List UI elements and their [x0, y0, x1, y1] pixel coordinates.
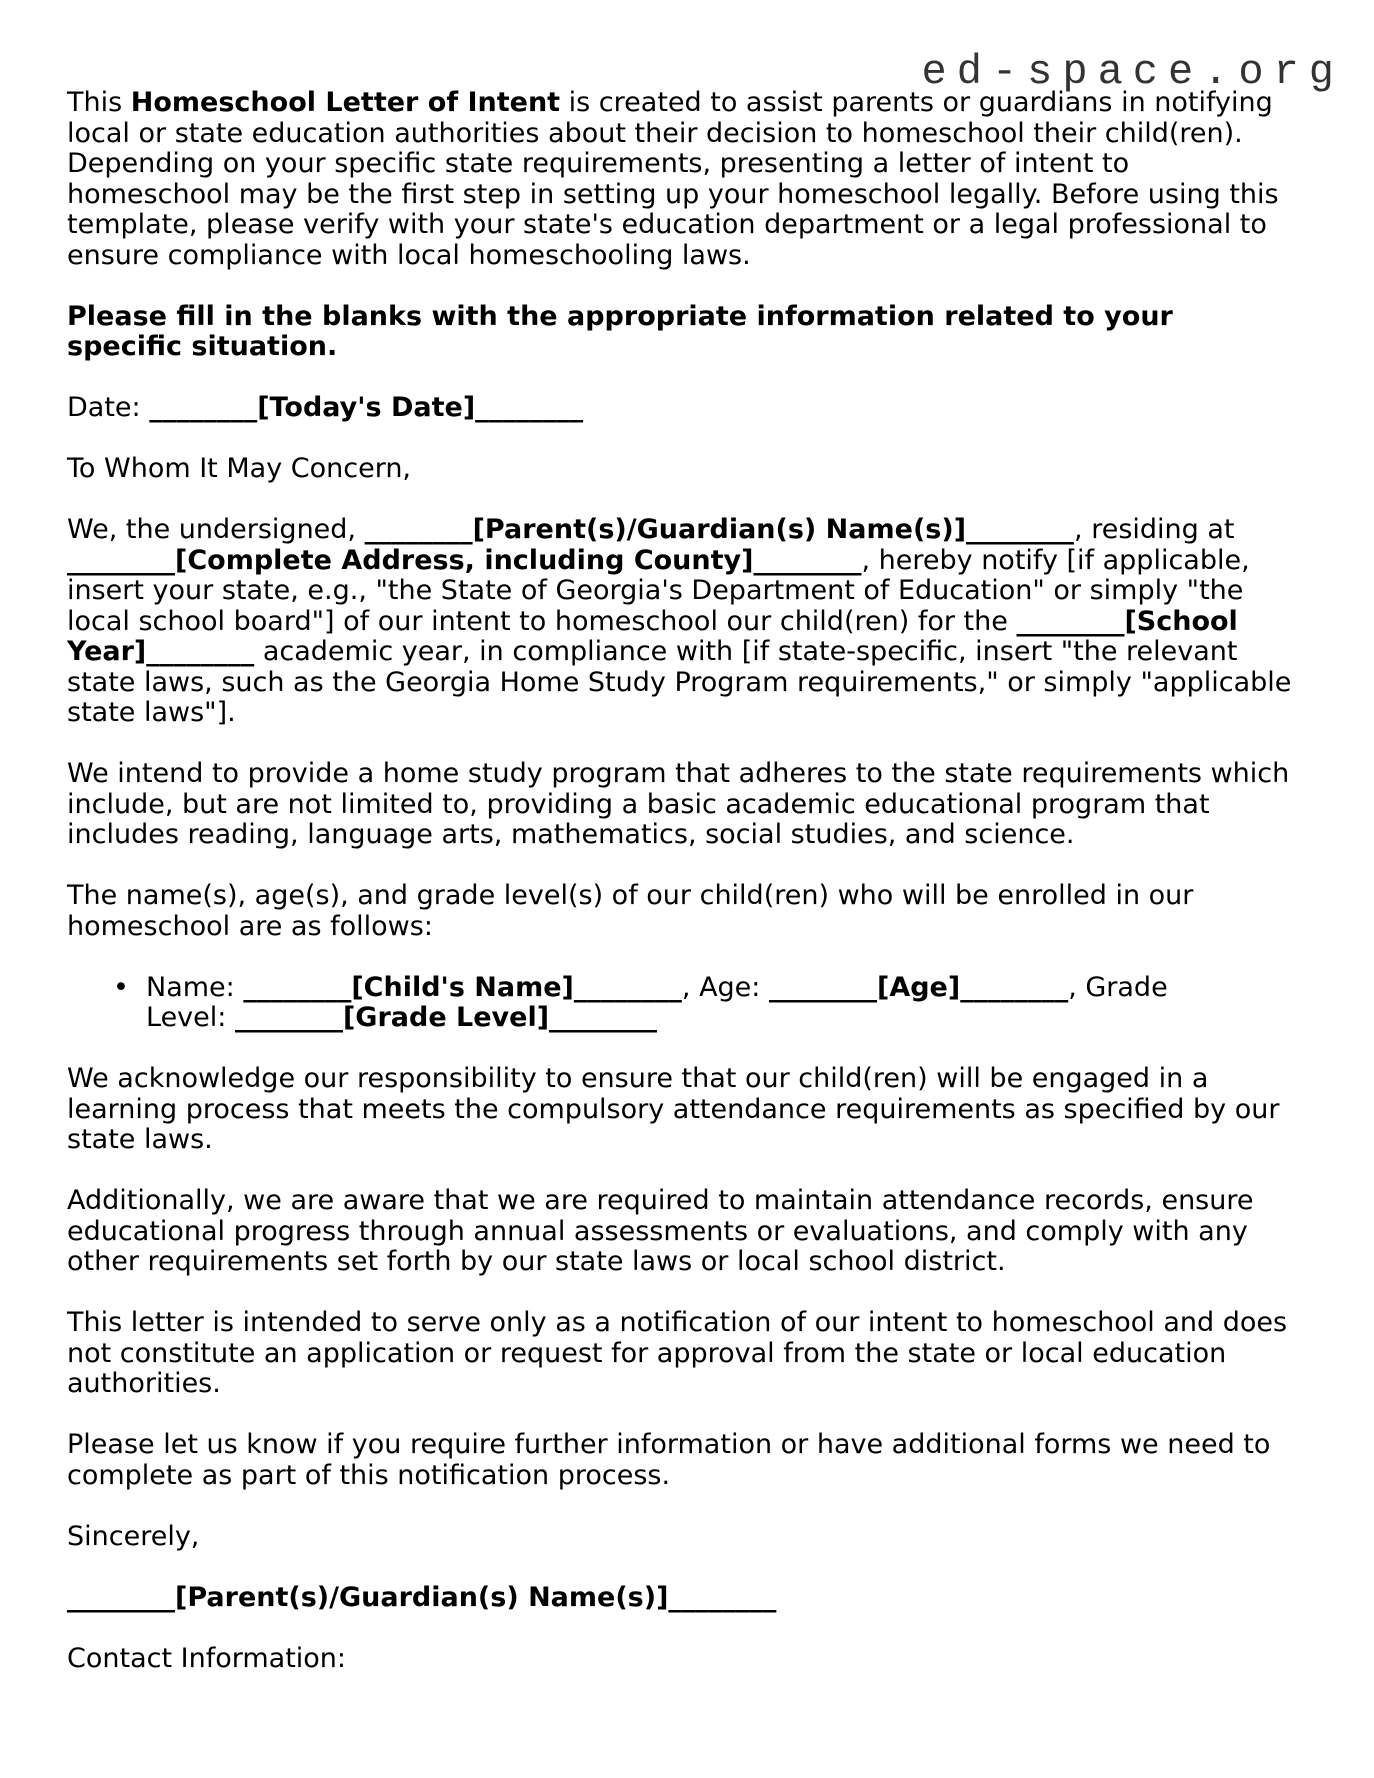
- text-line: [67, 1308, 1312, 1339]
- text-run: , Grade: [1068, 971, 1168, 1003]
- text-run: This: [67, 87, 131, 118]
- text-run: We intend to provide a home study program that adheres to the state requirements which: [67, 758, 1290, 789]
- bold-text-run: specific situation.: [67, 331, 338, 362]
- bold-text-run: ________[Age]________: [768, 971, 1069, 1003]
- text-run: Date:: [67, 392, 150, 423]
- text-line: [67, 881, 1312, 912]
- text-run: ensure compliance with local homeschooling laws.: [67, 239, 751, 271]
- text-run: state laws.: [67, 1124, 213, 1155]
- text-run: state laws"].: [67, 697, 236, 728]
- letter-body: [67, 88, 1312, 1674]
- text-line: [67, 149, 1312, 180]
- salutation: [67, 454, 1312, 485]
- text-line: [67, 668, 1312, 699]
- text-line: [67, 1064, 1312, 1095]
- text-run: template, please verify with your state's education department or a legal professional to: [67, 209, 1267, 240]
- disclaimer-paragraph: [67, 1308, 1312, 1400]
- text-run: includes reading, language arts, mathematics, social studies, and science.: [67, 819, 1075, 850]
- text-line: [67, 698, 1312, 729]
- text-line: [67, 1430, 1312, 1461]
- bold-text-run: ________[Today's Date]________: [149, 392, 584, 423]
- text-run: We acknowledge our responsibility to ensure that our child(ren) will be engaged in a: [67, 1063, 1209, 1094]
- site-logo: ed-space.org: [921, 48, 1344, 96]
- contact-info-heading: [67, 1644, 1312, 1675]
- text-run: , Age:: [681, 971, 769, 1003]
- text-run: The name(s), age(s), and grade level(s) of our child(ren) who will be enrolled in our: [67, 880, 1194, 911]
- text-line: [67, 820, 1312, 851]
- text-line: [67, 332, 1312, 363]
- bold-text-run: ________[Parent(s)/Guardian(s) Name(s)]________: [67, 1581, 777, 1613]
- text-run: local school board"] of our intent to homeschool our child(ren) for the: [67, 605, 1017, 637]
- records-compliance-paragraph: [67, 1186, 1312, 1278]
- text-run: learning process that meets the compulsory attendance requirements as specified by our: [67, 1093, 1280, 1125]
- text-line: [67, 1247, 1312, 1278]
- bold-text-run: ________[School: [1016, 605, 1238, 637]
- text-run: Name:: [146, 971, 244, 1003]
- text-run: academic year, in compliance with [if state-specific, insert "the relevant: [254, 636, 1238, 667]
- text-line: [67, 515, 1312, 546]
- text-run: Please let us know if you require further information or have additional forms we need to: [67, 1429, 1271, 1460]
- bullet-marker: •: [113, 971, 129, 1003]
- text-run: educational progress through annual assessments or evaluations, and comply with any: [67, 1215, 1248, 1247]
- text-line: [146, 973, 1312, 1004]
- text-run: local or state education authorities about their decision to homeschool their child(ren).: [67, 117, 1243, 149]
- text-run: state laws, such as the Georgia Home Study Program requirements," or simply "applicable: [67, 666, 1292, 698]
- text-line: [67, 180, 1312, 211]
- text-line: [67, 1583, 1312, 1614]
- text-run: insert your state, e.g., "the State of Georgia's Department of Education" or simply "the: [67, 575, 1244, 606]
- bold-text-run: Year]________: [67, 636, 255, 667]
- text-line: [67, 393, 1312, 424]
- text-line: [67, 1644, 1312, 1675]
- text-run: other requirements set forth by our state laws or local school district.: [67, 1246, 1006, 1277]
- sign-off: [67, 1522, 1312, 1553]
- bold-text-run: ________[Complete Address, including County]________: [67, 544, 862, 576]
- text-run: is created to assist parents or guardians in notifying: [560, 87, 1273, 118]
- text-line: [67, 637, 1312, 668]
- text-run: , residing at: [1074, 514, 1235, 545]
- text-run: Sincerely,: [67, 1520, 200, 1552]
- text-line: [67, 790, 1312, 821]
- text-line: [67, 302, 1312, 333]
- acknowledgment-paragraph: [67, 1064, 1312, 1156]
- text-line: [67, 210, 1312, 241]
- text-run: authorities.: [67, 1368, 221, 1399]
- text-line: [67, 912, 1312, 943]
- text-line: [67, 546, 1312, 577]
- signature-line: [67, 1583, 1312, 1614]
- text-run: homeschool may be the first step in setting up your homeschool legally. Before using this: [67, 178, 1279, 210]
- text-run: Level:: [146, 1002, 235, 1033]
- text-line: [67, 1339, 1312, 1370]
- text-line: [67, 1522, 1312, 1553]
- text-line: [67, 1186, 1312, 1217]
- text-line: [67, 607, 1312, 638]
- text-run: include, but are not limited to, providing a basic academic educational program that: [67, 788, 1210, 820]
- text-line: [67, 241, 1312, 272]
- text-line: [67, 1095, 1312, 1126]
- text-line: [67, 1461, 1312, 1492]
- bold-text-run: ________[Parent(s)/Guardian(s) Name(s)]________: [364, 514, 1075, 545]
- text-line: [67, 576, 1312, 607]
- text-run: Depending on your specific state requirements, presenting a letter of intent to: [67, 148, 1130, 179]
- children-intro-paragraph: [67, 881, 1312, 942]
- bold-text-run: Homeschool Letter of Intent: [130, 87, 561, 118]
- bold-text-run: Please fill in the blanks with the appropriate information related to your: [67, 300, 1173, 332]
- closing-request-paragraph: [67, 1430, 1312, 1491]
- text-line: [67, 1217, 1312, 1248]
- text-run: , hereby notify [if applicable,: [861, 544, 1250, 576]
- text-line: [67, 1125, 1312, 1156]
- text-line: [146, 1003, 1312, 1034]
- bold-text-run: ________[Child's Name]________: [243, 971, 682, 1003]
- notification-paragraph: [67, 515, 1312, 729]
- intro-paragraph: [67, 88, 1312, 271]
- text-run: We, the undersigned,: [67, 514, 365, 545]
- text-run: Contact Information:: [67, 1642, 347, 1674]
- text-line: [67, 454, 1312, 485]
- date-line: [67, 393, 1312, 424]
- text-run: To Whom It May Concern,: [67, 453, 412, 484]
- bold-text-run: ________[Grade Level]________: [234, 1002, 658, 1033]
- text-run: complete as part of this notification process.: [67, 1459, 671, 1491]
- text-line: [67, 119, 1312, 150]
- fill-in-instructions: [67, 302, 1312, 363]
- text-line: [67, 759, 1312, 790]
- text-run: not constitute an application or request for approval from the state or local education: [67, 1337, 1227, 1369]
- text-line: [67, 1369, 1312, 1400]
- program-description-paragraph: [67, 759, 1312, 851]
- text-run: Additionally, we are aware that we are required to maintain attendance records, ensure: [67, 1185, 1254, 1216]
- text-run: homeschool are as follows:: [67, 910, 433, 942]
- text-run: This letter is intended to serve only as a notification of our intent to homeschool and does: [67, 1307, 1288, 1338]
- child-info-bullet: [67, 973, 1312, 1034]
